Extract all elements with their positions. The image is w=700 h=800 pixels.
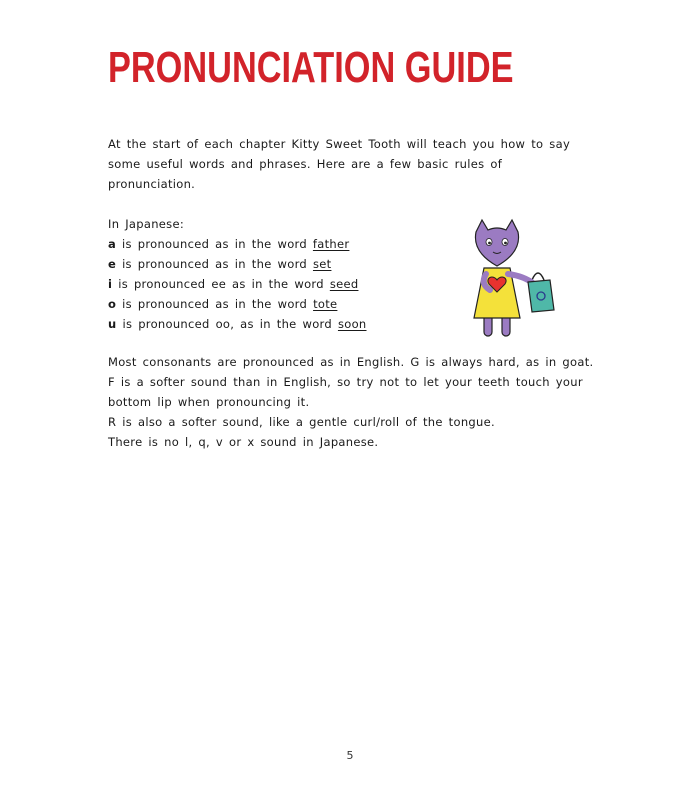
vowel-letter: i [108, 277, 113, 291]
vowel-description: is pronounced as in the word [116, 237, 313, 251]
vowel-rule-a [108, 234, 448, 254]
vowel-letter: o [108, 297, 117, 311]
vowel-description: is pronounced as in the word [116, 257, 313, 271]
shopping-bag [528, 280, 554, 312]
cat-pupil-right [504, 242, 507, 245]
page-title: PRONUNCIATION GUIDE [108, 43, 514, 92]
vowel-description: is pronounced ee as in the word [112, 277, 330, 291]
consonant-rule: Most consonants are pronounced as in English. G is always hard, as in goat. [108, 355, 594, 369]
example-word: set [312, 257, 332, 271]
example-word: soon [337, 317, 367, 331]
japanese-heading: In Japanese: [108, 217, 185, 231]
vowel-description: is pronounced as in the word [116, 297, 314, 311]
cat-head [475, 220, 518, 266]
vowel-rules [108, 214, 448, 334]
vowel-rule-e [108, 254, 448, 274]
cat-pupil-left [488, 242, 491, 245]
consonant-rule: R is also a softer sound, like a gentle curl/roll of the tongue. [108, 415, 495, 429]
consonant-rule: F is a softer sound than in English, so try not to let your teeth touch your bottom lip when pronouncing it. [108, 375, 583, 409]
example-word: father [312, 237, 350, 251]
kitty-sweet-tooth-cat-icon [460, 218, 570, 340]
vowel-letter: a [108, 237, 117, 251]
vowel-list [108, 234, 448, 334]
example-word: tote [313, 297, 338, 311]
consonant-rule: There is no l, q, v or x sound in Japanese. [108, 435, 379, 449]
vowel-rule-o [108, 294, 448, 314]
intro-paragraph: At the start of each chapter Kitty Sweet Tooth will teach you how to say some useful words and phrases. Here are a few basic rules of pronunciation. [108, 137, 571, 191]
page-number: 5 [346, 749, 354, 762]
consonant-rules [108, 352, 598, 452]
bag-handle [532, 273, 544, 280]
vowel-letter: u [108, 317, 117, 331]
vowel-rule-u [108, 314, 448, 334]
example-word: seed [329, 277, 359, 291]
vowel-description: is pronounced oo, as in the word [116, 317, 338, 331]
vowel-letter: e [108, 257, 117, 271]
vowel-rule-i [108, 274, 448, 294]
